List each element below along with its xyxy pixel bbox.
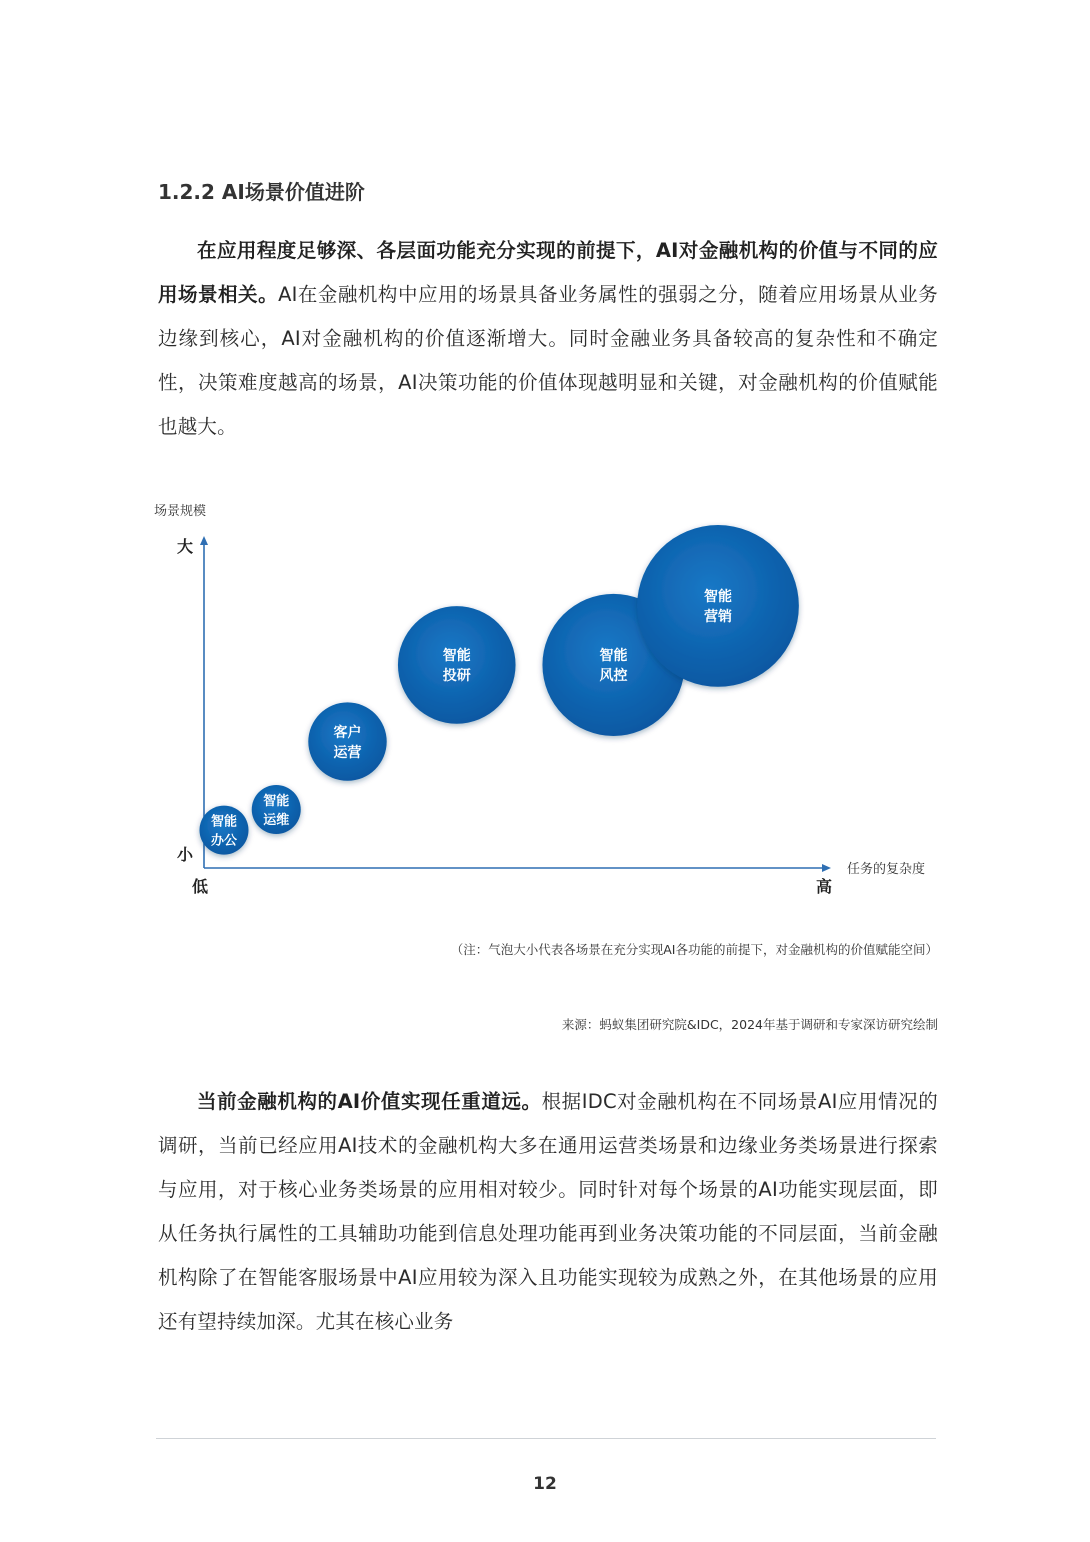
bubble-label: 智能	[599, 648, 628, 665]
bubble-label: 风控	[599, 668, 628, 685]
bubble	[398, 606, 516, 724]
y-axis-title: 场景规模	[154, 504, 207, 519]
bubble-chart	[140, 480, 950, 900]
bubble-label: 智能	[263, 793, 290, 809]
bubble-label: 智能	[210, 814, 238, 830]
chart-source: 来源：蚂蚁集团研究院&IDC，2024年基于调研和专家深访研究绘制	[561, 1017, 938, 1032]
bubble	[252, 785, 301, 834]
bubble-label: 运维	[263, 812, 290, 828]
bubble-circle	[308, 702, 386, 780]
chart-note: （注：气泡大小代表各场景在充分实现AI各功能的前提下，对金融机构的价值赋能空间）	[450, 942, 938, 957]
bubble-circle	[398, 606, 516, 724]
paragraph-1-lead: 在应用程度足够深、各层面功能充分实现的前提下，AI对金融机构的价值与不同的应用场景相关。	[158, 239, 938, 306]
bubble-label: 办公	[210, 833, 238, 849]
paragraph-1	[158, 229, 938, 449]
bubble-label: 客户	[333, 724, 362, 741]
bubble	[308, 702, 386, 780]
bubble-label: 智能	[442, 648, 471, 665]
y-axis-arrow	[200, 536, 208, 545]
bubble-label: 运营	[333, 744, 362, 761]
x-axis-low-label: 低	[192, 877, 209, 896]
bubble	[200, 806, 249, 855]
page-number: 12	[533, 1474, 557, 1494]
bubble	[637, 525, 799, 687]
y-axis-low-label: 小	[177, 845, 194, 864]
paragraph-2-body: 根据IDC对金融机构在不同场景AI应用情况的调研，当前已经应用AI技术的金融机构大多在通用运营类场景和边缘业务类场景进行探索与应用，对于核心业务类场景的应用相对较少。同时针对每个场景的AI功能实现层面，即从任务执行属性的工具辅助功能到信息处理功能再到业务决策功能的不同层面，当前金融机构除了在智能客服场景中AI应用较为深入且功能实现较为成熟之外，在其他场景的应用还有望持续加深。尤其在核心业务	[158, 1090, 938, 1333]
y-axis-high-label: 大	[177, 537, 194, 556]
paragraph-2	[158, 1080, 938, 1344]
paragraph-2-lead: 当前金融机构的AI价值实现任重道远。	[197, 1090, 542, 1113]
bubble-label: 投研	[442, 668, 471, 685]
bubble-circle	[637, 525, 799, 687]
bubble-label: 营销	[704, 609, 732, 626]
bubble-group	[200, 525, 799, 855]
x-axis-high-label: 高	[816, 877, 833, 896]
section-heading: 1.2.2 AI场景价值进阶	[158, 180, 365, 204]
paragraph-1-body: AI在金融机构中应用的场景具备业务属性的强弱之分，随着应用场景从业务边缘到核心，AI对金融机构的价值逐渐增大。同时金融业务具备较高的复杂性和不确定性，决策难度越高的场景，AI决策功能的价值体现越明显和关键，对金融机构的价值赋能也越大。	[158, 283, 938, 438]
footer-divider	[156, 1438, 936, 1439]
x-axis-title: 任务的复杂度	[847, 862, 926, 877]
x-axis-arrow	[822, 864, 831, 872]
bubble-label: 智能	[704, 589, 732, 606]
